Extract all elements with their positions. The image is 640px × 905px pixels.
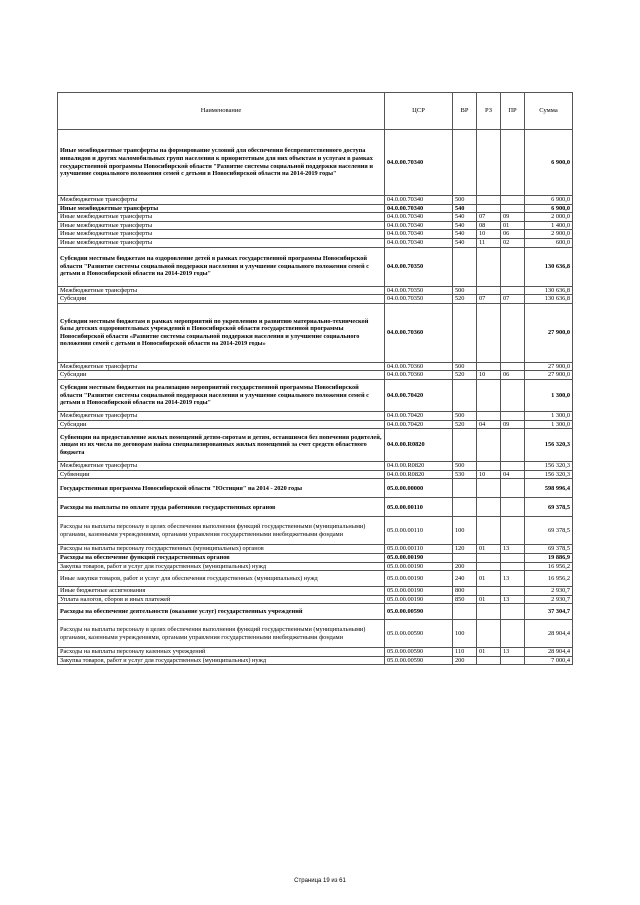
cell-pr: 02 [501, 238, 525, 247]
cell-csr: 04.0.00.70340 [385, 196, 453, 205]
cell-vr: 100 [453, 517, 477, 545]
cell-sum: 69 378,5 [525, 545, 573, 554]
cell-csr: 04.0.00.70340 [385, 130, 453, 196]
cell-rz [477, 462, 501, 471]
cell-vr: 500 [453, 196, 477, 205]
table-row [58, 620, 573, 648]
cell-vr: 240 [453, 571, 477, 587]
cell-pr: 07 [501, 295, 525, 304]
cell-vr [453, 130, 477, 196]
cell-pr: 06 [501, 371, 525, 380]
cell-csr: 04.0.00.70340 [385, 204, 453, 213]
table-row [58, 247, 573, 286]
cell-pr: 06 [501, 230, 525, 239]
cell-csr: 05.0.00.00190 [385, 595, 453, 604]
cell-sum: 69 378,5 [525, 498, 573, 517]
table-body [58, 130, 573, 665]
cell-name: Расходы на обеспечение функций государственных органов [58, 553, 385, 562]
table-row [58, 498, 573, 517]
cell-csr: 05.0.00.00110 [385, 498, 453, 517]
cell-name: Расходы на выплаты персоналу в целях обеспечения выполнения функций государственными (муниципальными) органами, казенными учреждениями, органами управления государственными внебюджетными фондами [58, 517, 385, 545]
cell-pr [501, 553, 525, 562]
cell-rz [477, 517, 501, 545]
cell-rz [477, 562, 501, 571]
cell-sum: 27 900,0 [525, 303, 573, 362]
table-row [58, 295, 573, 304]
cell-pr [501, 130, 525, 196]
cell-vr [453, 379, 477, 411]
table-row [58, 230, 573, 239]
cell-name: Иные межбюджетные трансферты [58, 204, 385, 213]
table-row [58, 303, 573, 362]
cell-pr: 01 [501, 221, 525, 230]
table-row [58, 595, 573, 604]
table-row [58, 286, 573, 295]
table-row [58, 562, 573, 571]
column-header-rz: РЗ [477, 93, 501, 130]
table-row [58, 238, 573, 247]
cell-vr: 540 [453, 213, 477, 222]
cell-name: Иные межбюджетные трансферты на формирование условий для обеспечения беспрепятственного доступа инвалидов и других маломобильных групп населения к приоритетным для них объектам и услугам в рамках государственной программы Новосибирской области "Развитие системы социальной поддержки населения и улучшение социального положения семей с детьми в Новосибирской области на 2014-2019 годы" [58, 130, 385, 196]
cell-pr: 13 [501, 545, 525, 554]
cell-vr [453, 479, 477, 498]
cell-sum: 6 900,0 [525, 204, 573, 213]
cell-name: Иные межбюджетные трансферты [58, 238, 385, 247]
cell-rz: 07 [477, 213, 501, 222]
cell-name: Закупка товаров, работ и услуг для государственных (муниципальных) нужд [58, 562, 385, 571]
cell-rz [477, 479, 501, 498]
cell-sum: 7 000,4 [525, 656, 573, 665]
cell-csr: 04.0.00.70420 [385, 420, 453, 429]
cell-sum: 27 900,0 [525, 371, 573, 380]
cell-sum: 16 956,2 [525, 562, 573, 571]
budget-table [57, 92, 573, 665]
cell-name: Субсидии местным бюджетам на оздоровление детей в рамках государственной программы Новосибирской области "Развитие системы социальной поддержки населения и улучшение социального положения семей с детьми в Новосибирской области на 2014-2019 годы" [58, 247, 385, 286]
cell-name: Субвенции на предоставление жилых помещений детям-сиротам и детям, оставшимся без попечения родителей, лицам из их числа по договорам найма специализированных жилых помещений за счет средств областного бюджета [58, 429, 385, 462]
cell-sum: 1 300,0 [525, 379, 573, 411]
cell-pr [501, 411, 525, 420]
cell-vr: 200 [453, 562, 477, 571]
cell-name: Уплата налогов, сборов и иных платежей [58, 595, 385, 604]
table-row [58, 221, 573, 230]
cell-rz [477, 620, 501, 648]
cell-pr: 13 [501, 571, 525, 587]
cell-pr [501, 562, 525, 571]
cell-rz: 01 [477, 595, 501, 604]
cell-sum: 69 378,5 [525, 517, 573, 545]
cell-vr [453, 247, 477, 286]
cell-vr: 520 [453, 295, 477, 304]
cell-csr: 04.0.00.70350 [385, 247, 453, 286]
table-row [58, 462, 573, 471]
cell-sum: 156 320,3 [525, 470, 573, 479]
cell-pr [501, 656, 525, 665]
cell-vr: 800 [453, 587, 477, 596]
column-header-csr: ЦСР [385, 93, 453, 130]
cell-name: Иные бюджетные ассигнования [58, 587, 385, 596]
cell-csr: 04.0.00.R0820 [385, 462, 453, 471]
cell-vr: 500 [453, 286, 477, 295]
cell-name: Межбюджетные трансферты [58, 362, 385, 371]
table-row [58, 517, 573, 545]
table-row [58, 130, 573, 196]
cell-vr: 500 [453, 411, 477, 420]
cell-csr: 05.0.00.00000 [385, 479, 453, 498]
cell-csr: 04.0.00.R0820 [385, 429, 453, 462]
column-header-vr: ВР [453, 93, 477, 130]
cell-pr [501, 286, 525, 295]
cell-name: Расходы на выплаты по оплате труда работников государственных органов [58, 498, 385, 517]
cell-rz: 04 [477, 420, 501, 429]
cell-pr: 09 [501, 213, 525, 222]
table-row [58, 604, 573, 620]
cell-rz: 11 [477, 238, 501, 247]
cell-rz: 08 [477, 221, 501, 230]
cell-vr [453, 303, 477, 362]
cell-csr: 05.0.00.00590 [385, 656, 453, 665]
cell-pr [501, 362, 525, 371]
table-row [58, 587, 573, 596]
cell-sum: 2 930,7 [525, 587, 573, 596]
table-row [58, 571, 573, 587]
cell-pr [501, 517, 525, 545]
table-row [58, 371, 573, 380]
cell-vr: 540 [453, 238, 477, 247]
cell-pr [501, 247, 525, 286]
cell-rz: 07 [477, 295, 501, 304]
table-row [58, 656, 573, 665]
cell-name: Расходы на выплаты персоналу казенных учреждений [58, 648, 385, 657]
cell-rz [477, 303, 501, 362]
page-number-footer: Страница 19 из 61 [294, 878, 346, 884]
cell-pr [501, 303, 525, 362]
cell-pr [501, 462, 525, 471]
column-header-sum: Сумма [525, 93, 573, 130]
cell-rz [477, 587, 501, 596]
cell-csr: 04.0.00.70340 [385, 238, 453, 247]
cell-csr: 05.0.00.00110 [385, 517, 453, 545]
cell-sum: 1 300,0 [525, 420, 573, 429]
table-row [58, 204, 573, 213]
column-header-name: Наименование [58, 93, 385, 130]
cell-rz [477, 553, 501, 562]
cell-pr: 13 [501, 648, 525, 657]
cell-vr: 100 [453, 620, 477, 648]
cell-rz [477, 498, 501, 517]
cell-vr: 200 [453, 656, 477, 665]
cell-vr [453, 498, 477, 517]
cell-rz [477, 604, 501, 620]
cell-rz [477, 247, 501, 286]
cell-csr: 05.0.00.00190 [385, 571, 453, 587]
table-row [58, 379, 573, 411]
cell-rz [477, 411, 501, 420]
cell-sum: 156 320,3 [525, 462, 573, 471]
cell-rz [477, 379, 501, 411]
cell-pr [501, 479, 525, 498]
cell-pr: 13 [501, 595, 525, 604]
cell-rz: 01 [477, 571, 501, 587]
cell-csr: 04.0.00.70340 [385, 213, 453, 222]
table-row [58, 411, 573, 420]
cell-csr: 04.0.00.70350 [385, 295, 453, 304]
cell-name: Расходы на выплаты персоналу в целях обеспечения выполнения функций государственными (муниципальными) органами, казенными учреждениями, органами управления государственными внебюджетными фондами [58, 620, 385, 648]
cell-sum: 6 900,0 [525, 196, 573, 205]
cell-csr: 05.0.00.00190 [385, 587, 453, 596]
cell-sum: 37 304,7 [525, 604, 573, 620]
cell-name: Межбюджетные трансферты [58, 462, 385, 471]
table-row [58, 470, 573, 479]
table-row [58, 545, 573, 554]
cell-name: Иные межбюджетные трансферты [58, 230, 385, 239]
cell-csr: 05.0.00.00590 [385, 648, 453, 657]
cell-sum: 130 636,8 [525, 247, 573, 286]
cell-name: Субвенции [58, 470, 385, 479]
cell-csr: 04.0.00.R0820 [385, 470, 453, 479]
cell-sum: 28 904,4 [525, 620, 573, 648]
cell-pr [501, 587, 525, 596]
cell-sum: 28 904,4 [525, 648, 573, 657]
cell-pr [501, 620, 525, 648]
cell-sum: 16 956,2 [525, 571, 573, 587]
cell-vr: 500 [453, 462, 477, 471]
cell-pr: 09 [501, 420, 525, 429]
cell-name: Межбюджетные трансферты [58, 411, 385, 420]
cell-rz: 10 [477, 371, 501, 380]
cell-name: Иные межбюджетные трансферты [58, 213, 385, 222]
cell-pr: 04 [501, 470, 525, 479]
table-row [58, 213, 573, 222]
table-row [58, 648, 573, 657]
cell-vr: 110 [453, 648, 477, 657]
cell-csr: 04.0.00.70360 [385, 371, 453, 380]
cell-vr: 500 [453, 362, 477, 371]
cell-name: Иные закупки товаров, работ и услуг для обеспечения государственных (муниципальных) нужд [58, 571, 385, 587]
cell-name: Межбюджетные трансферты [58, 196, 385, 205]
cell-csr: 05.0.00.00190 [385, 553, 453, 562]
column-header-pr: ПР [501, 93, 525, 130]
cell-vr: 120 [453, 545, 477, 554]
cell-csr: 05.0.00.00110 [385, 545, 453, 554]
cell-sum: 156 320,3 [525, 429, 573, 462]
cell-sum: 130 636,8 [525, 286, 573, 295]
cell-sum: 1 400,0 [525, 221, 573, 230]
cell-vr: 540 [453, 221, 477, 230]
cell-name: Иные межбюджетные трансферты [58, 221, 385, 230]
cell-rz [477, 196, 501, 205]
cell-csr: 04.0.00.70340 [385, 221, 453, 230]
cell-rz [477, 362, 501, 371]
table-row [58, 429, 573, 462]
cell-vr: 520 [453, 420, 477, 429]
cell-rz [477, 429, 501, 462]
cell-vr: 540 [453, 230, 477, 239]
cell-name: Субсидии [58, 295, 385, 304]
table-row [58, 196, 573, 205]
cell-sum: 2 900,0 [525, 230, 573, 239]
cell-vr: 540 [453, 204, 477, 213]
cell-vr [453, 604, 477, 620]
cell-vr [453, 429, 477, 462]
table-row [58, 420, 573, 429]
cell-name: Расходы на выплаты персоналу государственных (муниципальных) органов [58, 545, 385, 554]
cell-rz [477, 656, 501, 665]
cell-sum: 598 996,4 [525, 479, 573, 498]
table-header-row [58, 93, 573, 130]
cell-name: Расходы на обеспечение деятельности (оказание услуг) государственных учреждений [58, 604, 385, 620]
cell-name: Субсидии [58, 420, 385, 429]
cell-csr: 04.0.00.70360 [385, 303, 453, 362]
cell-csr: 05.0.00.00590 [385, 604, 453, 620]
cell-name: Закупка товаров, работ и услуг для государственных (муниципальных) нужд [58, 656, 385, 665]
table-row [58, 362, 573, 371]
cell-vr [453, 553, 477, 562]
cell-sum: 600,0 [525, 238, 573, 247]
cell-csr: 05.0.00.00590 [385, 620, 453, 648]
cell-rz [477, 286, 501, 295]
cell-pr [501, 204, 525, 213]
cell-vr: 520 [453, 371, 477, 380]
cell-rz: 10 [477, 470, 501, 479]
cell-name: Субсидии местным бюджетам в рамках мероприятий по укреплению и развитию материально-технической базы детских оздоровительных учреждений в Новосибирской области государственной программы Новосибирской области «Развитие системы социальной поддержки населения и улучшение социального положения семей с детьми в Новосибирской области на 2014-2019 годы» [58, 303, 385, 362]
cell-sum: 19 886,9 [525, 553, 573, 562]
cell-pr [501, 196, 525, 205]
cell-name: Субсидии местным бюджетам на реализацию мероприятий государственной программы Новосибирской области "Развитие системы социальной поддержки населения и улучшение социального положения семей с детьми в Новосибирской области на 2014-2019 годы" [58, 379, 385, 411]
cell-rz: 10 [477, 230, 501, 239]
cell-sum: 6 900,0 [525, 130, 573, 196]
cell-sum: 2 930,7 [525, 595, 573, 604]
cell-csr: 05.0.00.00190 [385, 562, 453, 571]
table-row [58, 479, 573, 498]
cell-name: Государственная программа Новосибирской области "Юстиция" на 2014 - 2020 годы [58, 479, 385, 498]
cell-csr: 04.0.00.70360 [385, 362, 453, 371]
cell-csr: 04.0.00.70350 [385, 286, 453, 295]
table-row [58, 553, 573, 562]
cell-sum: 130 636,8 [525, 295, 573, 304]
cell-rz [477, 130, 501, 196]
cell-rz [477, 204, 501, 213]
budget-table-sheet [57, 92, 572, 665]
cell-sum: 2 000,0 [525, 213, 573, 222]
cell-name: Межбюджетные трансферты [58, 286, 385, 295]
cell-sum: 1 300,0 [525, 411, 573, 420]
cell-sum: 27 900,0 [525, 362, 573, 371]
cell-vr: 850 [453, 595, 477, 604]
cell-rz: 01 [477, 545, 501, 554]
cell-name: Субсидии [58, 371, 385, 380]
cell-pr [501, 379, 525, 411]
cell-pr [501, 429, 525, 462]
cell-csr: 04.0.00.70420 [385, 411, 453, 420]
cell-rz: 01 [477, 648, 501, 657]
cell-csr: 04.0.00.70420 [385, 379, 453, 411]
cell-pr [501, 604, 525, 620]
cell-pr [501, 498, 525, 517]
cell-vr: 530 [453, 470, 477, 479]
cell-csr: 04.0.00.70340 [385, 230, 453, 239]
